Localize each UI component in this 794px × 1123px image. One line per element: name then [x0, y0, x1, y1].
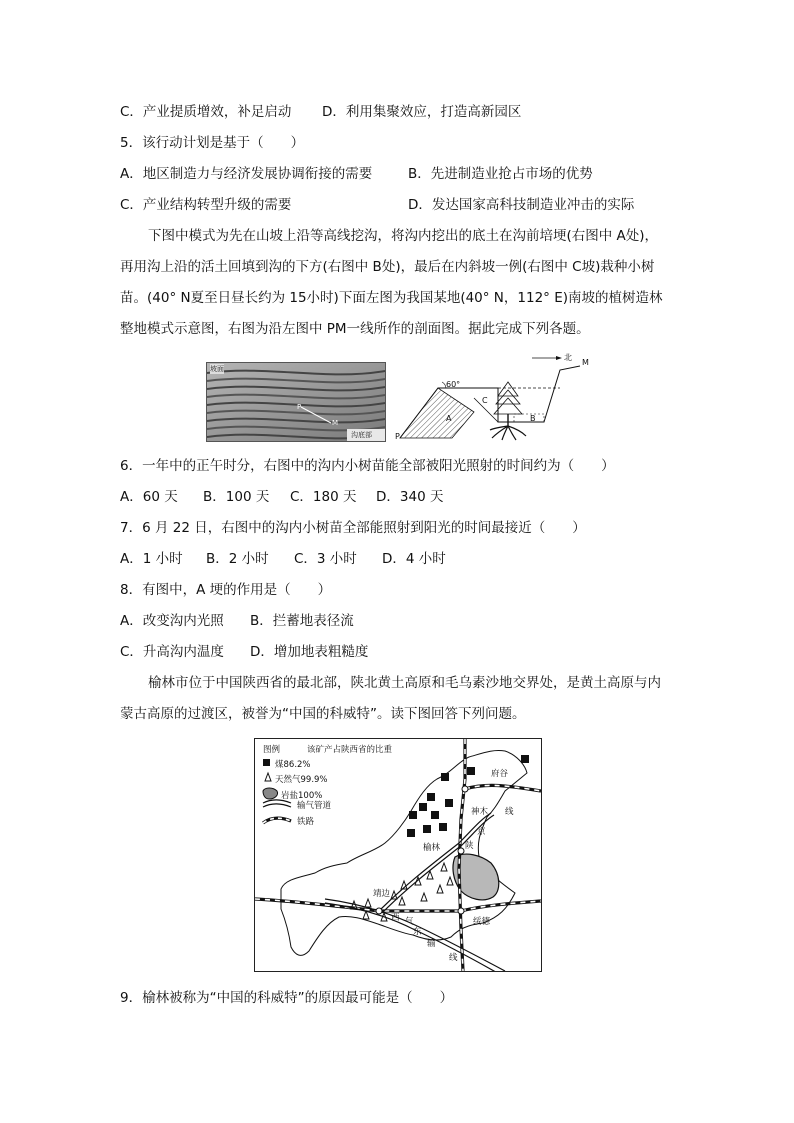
cross-section-graphic [394, 352, 594, 444]
q5-option-b: B．先进制造业抢占市场的优势 [408, 166, 593, 182]
map-share-title: 该矿产占陕西省的比重 [307, 745, 393, 755]
label-shan: 陕 [465, 841, 474, 851]
q7-option-d: D．4 小时 [382, 551, 446, 567]
place-fugu: 府谷 [491, 769, 509, 779]
q8-stem: 8．有图中，A 埂的作用是（ ） [120, 582, 332, 598]
legend-salt-symbol [263, 788, 278, 799]
q6-option-c: C．180 天 [290, 489, 357, 505]
legend-railway-label: 铁路 [297, 817, 315, 827]
q7-stem: 7．6 月 22 日，右图中的沟内小树苗全部能照射到阳光的时间最接近（ ） [120, 520, 586, 536]
label-a: A [446, 414, 452, 423]
terrace-photo [206, 362, 386, 442]
photo-label-slope: 坡面 [210, 365, 224, 373]
q5-option-c: C．产业结构转型升级的需要 [120, 197, 292, 213]
q5-option-d: D．发达国家高科技制造业冲击的实际 [408, 197, 635, 213]
q7-option-c: C．3 小时 [294, 551, 357, 567]
q5-stem: 5．该行动计划是基于（ ） [120, 135, 305, 151]
q6-stem: 6．一年中的正午时分，右图中的沟内小树苗能全部被阳光照射的时间约为（ ） [120, 458, 615, 474]
town-suide [458, 908, 464, 914]
place-yulin: 榆林 [423, 843, 441, 853]
legend-gas-symbol [265, 773, 271, 781]
q4-option-c: C．产业提质增效，补足启动 [120, 104, 292, 120]
map-legend-title: 图例 [263, 745, 281, 755]
q8-option-c: C．升高沟内温度 [120, 644, 224, 660]
label-shenmu: 神木 [471, 807, 489, 817]
q9-stem: 9．榆林被称为“中国的科威特”的原因最可能是（ ） [120, 990, 454, 1006]
label-north: 北 [564, 353, 572, 362]
q5-option-a: A．地区制造力与经济发展协调衔接的需要 [120, 166, 373, 182]
q6-option-b: B．100 天 [203, 489, 270, 505]
label-dong: 东 [413, 927, 422, 937]
label-line2: 线 [449, 953, 458, 963]
yulin-map [254, 738, 542, 972]
label-xi: 西 [391, 913, 400, 923]
label-shu: 输 [427, 939, 436, 949]
passage1-line: 整地模式示意图，右图为沿左图中 PM一线所作的剖面图。据此完成下列各题。 [120, 321, 590, 337]
photo-label-p: P [297, 403, 302, 411]
town-fugu [462, 786, 468, 792]
label-c: C [482, 396, 488, 405]
label-p: P [395, 432, 400, 441]
label-m: M [582, 358, 589, 367]
label-qi: 气 [405, 917, 414, 927]
legend-pipeline-label: 输气管道 [297, 801, 332, 811]
passage2-line: 蒙古高原的过渡区，被誉为“中国的科威特”。读下图回答下列问题。 [120, 706, 526, 722]
label-line1: 线 [505, 807, 514, 817]
q7-option-a: A．1 小时 [120, 551, 183, 567]
passage2-line: 榆林市位于中国陕西省的最北部，陕北黄土高原和毛乌素沙地交界处，是黄土高原与内 [148, 675, 661, 691]
passage1-line: 再用沟上沿的活土回填到沟的下方(右图中 B处)，最后在内斜坡一例(右图中 C坡)栽种小树 [120, 259, 655, 275]
photo-label-ditch: 沟底部 [351, 431, 372, 439]
label-jing: 京 [477, 827, 486, 837]
legend-pipeline-symbol [263, 804, 291, 807]
ridge-a [400, 388, 474, 438]
sapling-icon [490, 382, 526, 440]
passage1-line: 苗。(40° N夏至日昼长约为 15小时)下面左图为我国某地(40° N，112° E)南坡的植树造林 [120, 290, 663, 306]
photo-label-m: M [332, 419, 339, 427]
passage1-line: 下图中模式为先在山坡上沿等高线挖沟，将沟内挖出的底土在沟前培埂(右图中 A处)， [148, 228, 659, 244]
label-b: B [530, 414, 536, 423]
legend-gas-label: 天然气99.9% [275, 775, 328, 785]
fill-b [514, 414, 544, 422]
place-suide: 绥德 [473, 917, 491, 927]
q8-option-b: B．拦蓄地表径流 [250, 613, 354, 629]
place-jingbian: 靖边 [373, 889, 391, 899]
pipeline-west-east [325, 903, 501, 971]
q6-option-d: D．340 天 [376, 489, 444, 505]
coal-deposits [407, 755, 529, 837]
legend-coal-label: 煤86.2% [275, 760, 311, 770]
q4-option-d: D．利用集聚效应，打造高新园区 [322, 104, 522, 120]
q6-option-a: A．60 天 [120, 489, 178, 505]
q8-option-d: D．增加地表粗糙度 [250, 644, 369, 660]
town-yulin [458, 848, 464, 854]
legend-salt-label: 岩盐100% [281, 791, 323, 801]
cross-section-diagram [394, 352, 594, 444]
q8-option-a: A．改变沟内光照 [120, 613, 224, 629]
label-angle: 60° [446, 380, 461, 389]
town-jingbian [376, 908, 382, 914]
legend-coal-symbol [263, 759, 270, 766]
q7-option-b: B．2 小时 [206, 551, 269, 567]
